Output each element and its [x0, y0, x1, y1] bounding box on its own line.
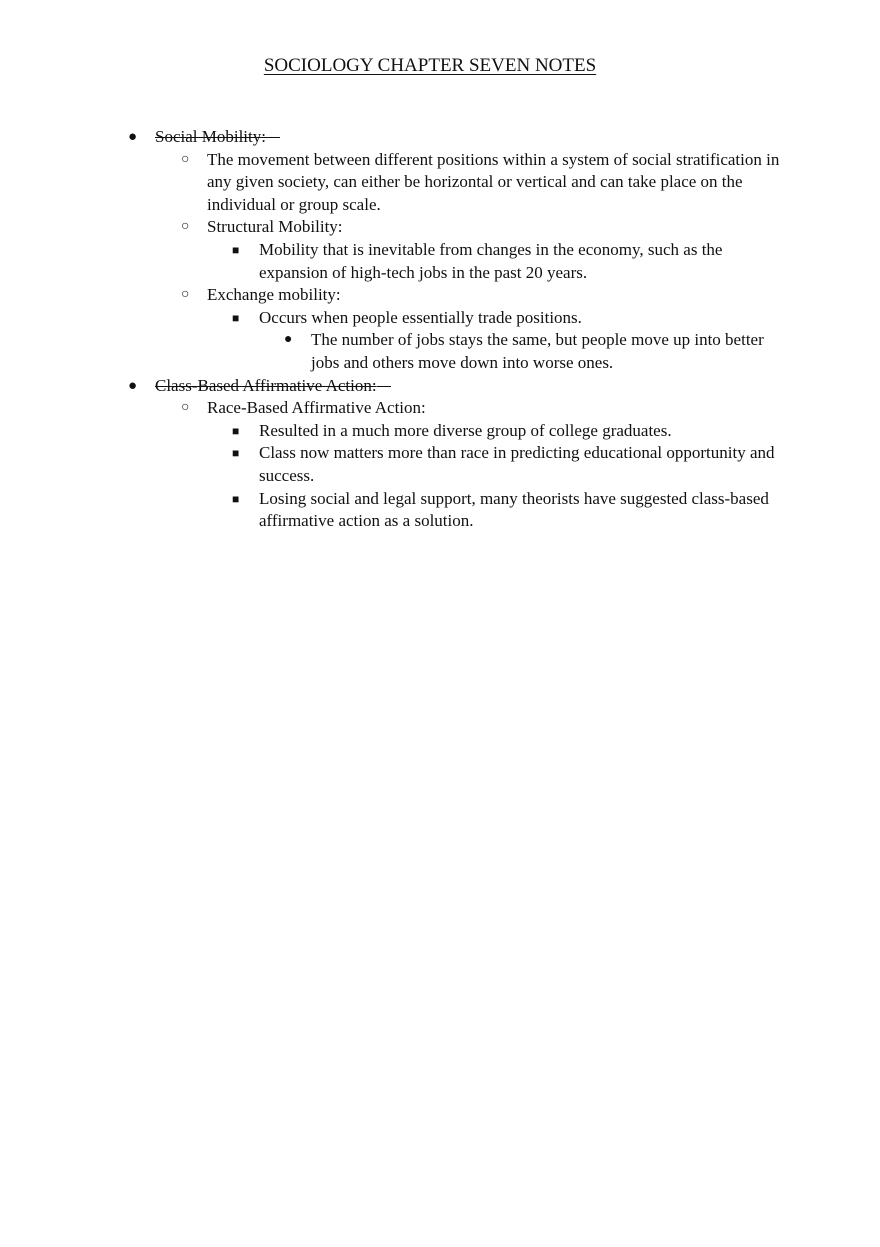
- exchange-detail-text: Occurs when people essentially trade positions.: [259, 307, 582, 327]
- race-point-text: Losing social and legal support, many theorists have suggested class-based affirmative action as a solution.: [259, 488, 769, 531]
- list-item-race-point-1: [232, 420, 784, 443]
- exchange-mobility-label: Exchange mobility:: [207, 285, 341, 305]
- list-item-exchange-mobility: [181, 284, 782, 307]
- list-item-race-point-3: [232, 488, 784, 533]
- race-point-text: Resulted in a much more diverse group of college graduates.: [259, 420, 672, 440]
- bullet-icon: ●: [128, 129, 138, 145]
- hollow-circle-bullet-icon: ○: [181, 151, 190, 167]
- page-title-text: SOCIOLOGY CHAPTER SEVEN NOTES: [263, 55, 597, 76]
- list-item-exchange-example: [284, 329, 781, 374]
- list-item-social-mobility: [128, 126, 795, 149]
- notes-list: [0, 126, 880, 533]
- list-item-class-based: [128, 375, 795, 398]
- list-item-race-point-2: [232, 442, 784, 487]
- exchange-example-text: The number of jobs stays the same, but people move up into better jobs and others move down into worse ones.: [311, 330, 764, 372]
- bullet-icon: ●: [128, 377, 138, 394]
- list-item-definition: [181, 149, 782, 217]
- hollow-circle-bullet-icon: ○: [181, 287, 190, 303]
- list-item-structural-mobility: [181, 216, 782, 239]
- definition-text: The movement between different positions within a system of social stratification in any given society, can either be horizontal or vertical and can take place on the individual or group scale.: [207, 149, 780, 214]
- square-bullet-icon: ■: [232, 310, 240, 325]
- race-based-label: Race-Based Affirmative Action:: [207, 398, 426, 418]
- section-heading-class-based: Class-Based Affirmative Action:: [155, 376, 391, 395]
- square-bullet-icon: ■: [232, 446, 240, 461]
- square-bullet-icon: ■: [232, 491, 240, 506]
- section-heading-social-mobility: Social Mobility:: [155, 127, 280, 146]
- hollow-circle-bullet-icon: ○: [181, 219, 190, 235]
- filled-circle-bullet-icon: ●: [284, 332, 293, 348]
- structural-mobility-label: Structural Mobility:: [207, 217, 343, 237]
- list-item-race-based: [181, 397, 782, 420]
- square-bullet-icon: ■: [232, 423, 240, 438]
- page-title: [0, 54, 880, 78]
- structural-detail-text: Mobility that is inevitable from changes in the economy, such as the expansion of high-tech jobs in the past 20 years.: [259, 239, 723, 282]
- hollow-circle-bullet-icon: ○: [181, 400, 190, 416]
- race-point-text: Class now matters more than race in predicting educational opportunity and success.: [259, 443, 775, 485]
- square-bullet-icon: ■: [232, 242, 240, 257]
- list-item-exchange-detail: [232, 307, 784, 330]
- list-item-structural-detail: [232, 239, 784, 284]
